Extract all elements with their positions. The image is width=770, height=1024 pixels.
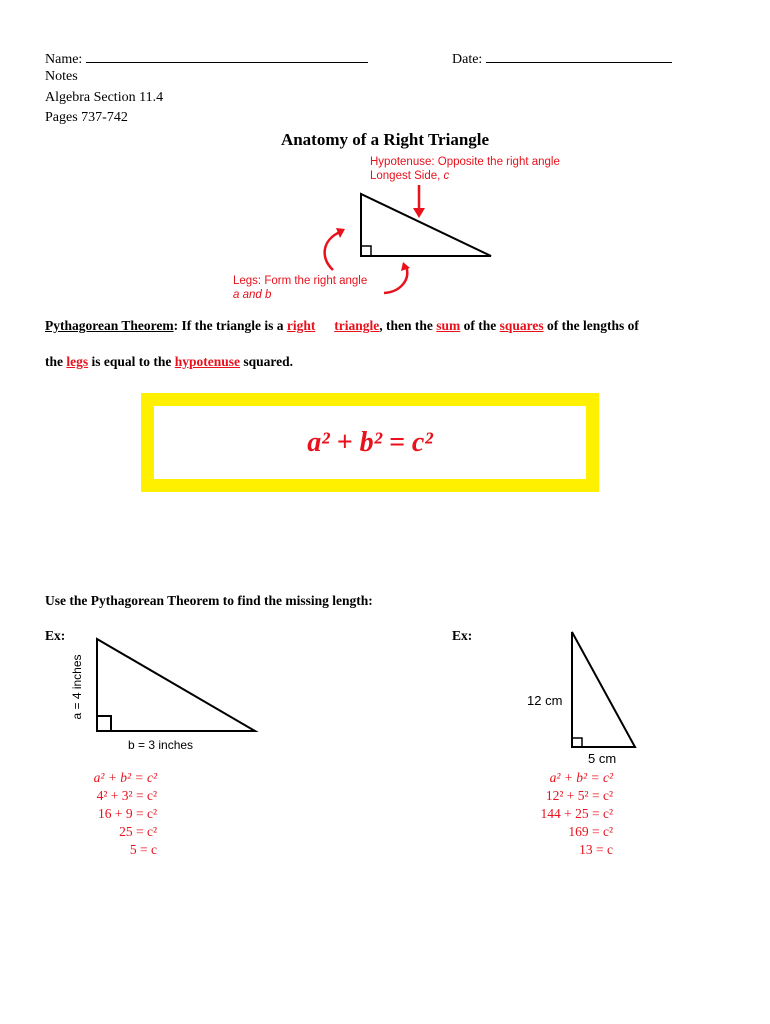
blank-right: right: [286, 318, 316, 333]
example-2-right-angle-marker: [572, 738, 582, 747]
hypotenuse-note-line2: Longest Side, c: [370, 170, 450, 182]
example-1-step-5: 5 = c: [129, 842, 157, 857]
hypotenuse-note-line1: Hypotenuse: Opposite the right angle: [370, 156, 560, 168]
legs-note-line2: a and b: [233, 289, 272, 301]
section-label: Algebra Section 11.4: [45, 90, 164, 105]
example-1-side-b: b = 3 inches: [128, 738, 194, 752]
theorem-heading: Pythagorean Theorem: [45, 318, 174, 333]
theorem-line-2: the legs is equal to the hypotenuse squared.: [45, 354, 294, 369]
blank-legs: legs: [66, 354, 89, 369]
example-2-step-4: 169 = c²: [568, 824, 613, 839]
page-title: Anatomy of a Right Triangle: [280, 130, 490, 149]
example-2-step-2: 12² + 5² = c²: [545, 788, 613, 803]
name-label: Name:: [45, 52, 83, 67]
notes-label: Notes: [45, 69, 78, 84]
instruction: Use the Pythagorean Theorem to find the missing length:: [45, 593, 373, 608]
blank-hypotenuse: hypotenuse: [174, 354, 241, 369]
example-1-step-4: 25 = c²: [119, 824, 157, 839]
example-2-step-3: 144 + 25 = c²: [540, 806, 613, 821]
date-label: Date:: [452, 52, 483, 67]
example-2-step-5: 13 = c: [579, 842, 613, 857]
blank-triangle: triangle: [334, 318, 380, 333]
example-1-step-2: 4² + 3² = c²: [96, 788, 157, 803]
example-1-label: Ex:: [45, 628, 66, 643]
example-1-step-3: 16 + 9 = c²: [97, 806, 157, 821]
blank-sum: sum: [436, 318, 461, 333]
example-2-side-a: 12 cm: [527, 693, 563, 708]
example-2-work: [510, 769, 613, 859]
blank-squares: squares: [499, 318, 544, 333]
example-2-label: Ex:: [452, 628, 473, 643]
example-2-triangle: [572, 632, 635, 747]
pythagorean-formula: a² + b² = c²: [307, 427, 433, 458]
example-1-step-1: a² + b² = c²: [93, 770, 157, 785]
example-2-side-b: 5 cm: [588, 751, 617, 766]
legs-note-line1: Legs: Form the right angle: [233, 275, 368, 287]
theorem-line-1: Pythagorean Theorem: If the triangle is a right triangle, then the sum of the squares of the lengths of: [45, 318, 639, 333]
example-2-step-1: a² + b² = c²: [549, 770, 613, 785]
pages-label: Pages 737-742: [45, 110, 128, 125]
